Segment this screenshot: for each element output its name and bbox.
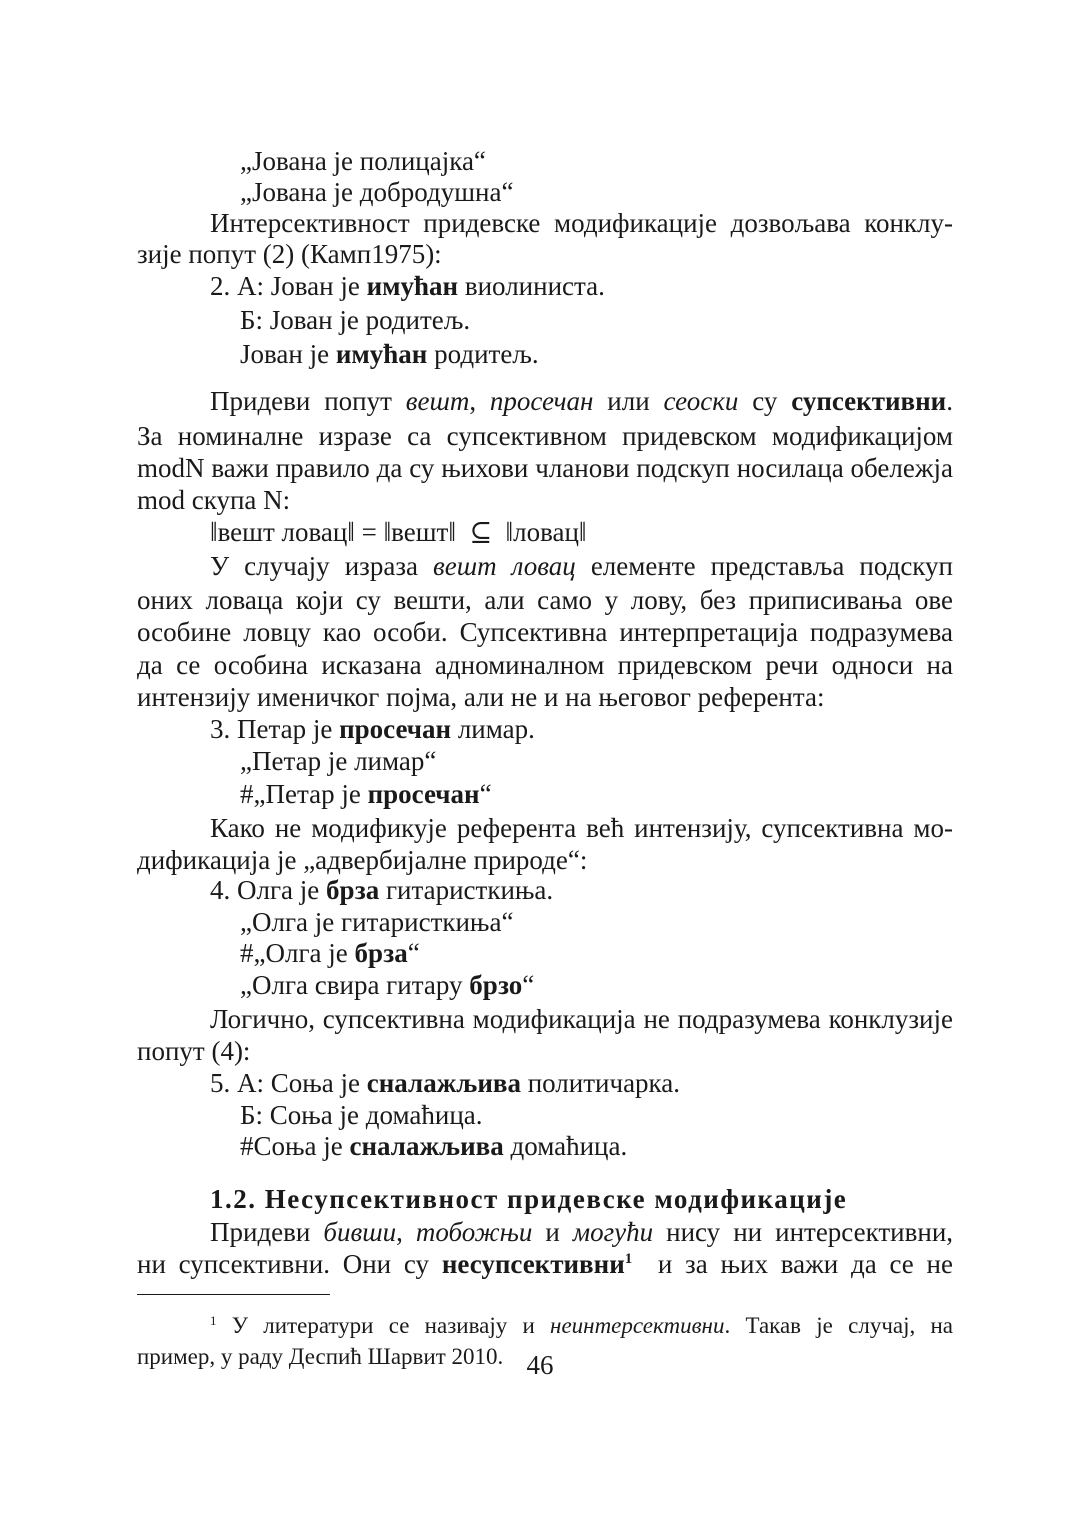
text-run: су (738, 386, 792, 416)
text-run: оних ловаца који су вешти, али само у лову, без приписивања ове (137, 585, 953, 615)
text-line (137, 616, 953, 649)
text-run: просечан (489, 386, 594, 416)
text-run: брзо (469, 970, 523, 1000)
text-run: У случају израза (210, 551, 434, 581)
text-run: сеоски (663, 386, 739, 416)
text-line (137, 649, 953, 682)
text-run: лимар. (451, 714, 535, 744)
text-run: пример, у раду Деспић Шарвит 2010. (137, 1344, 504, 1369)
text-run: „Јована је полицајка“ (240, 146, 486, 176)
text-run: просечан (367, 779, 480, 809)
text-line (240, 778, 953, 811)
footnote-marker: 1 (624, 1251, 633, 1267)
text-run: зије попут (2) (Камп1975): (137, 239, 442, 269)
text-line (240, 745, 953, 778)
text-line (137, 1248, 953, 1281)
text-line (240, 1099, 953, 1132)
text-line (240, 145, 953, 178)
text-run: 3. Петар је (210, 714, 340, 744)
text-run: родитељ. (427, 339, 539, 369)
text-run: елементе представља подскуп (575, 551, 953, 581)
text-line (210, 1216, 953, 1249)
text-run: ни супсективни. Они су (137, 1249, 442, 1279)
text-line (210, 1003, 953, 1036)
text-line (137, 484, 953, 517)
text-run: могући (572, 1217, 654, 1247)
text-run: . (946, 386, 953, 416)
page-number: 46 (526, 1350, 554, 1380)
text-run: 5. А: Соња је (210, 1068, 367, 1098)
text-run: брза (354, 938, 408, 968)
text-run: „Олга свира гитару (240, 970, 470, 1000)
text-line (210, 385, 953, 418)
footnote-marker: 1 (210, 1313, 217, 1328)
text-run: имућан (366, 271, 459, 301)
text-line (210, 1067, 953, 1100)
text-line (210, 516, 953, 549)
text-run: , (396, 1217, 416, 1247)
text-run: и за њих важи да се не (632, 1249, 953, 1279)
text-run: домаћица. (503, 1131, 628, 1161)
text-line (240, 176, 953, 209)
text-run: modN важи правило да су њихови чланови подскуп носилаца обележја (137, 453, 953, 483)
text-run: Б: Јован је родитељ. (240, 305, 471, 335)
text-run: нису ни интерсективни, (653, 1217, 954, 1247)
text-run: имућан (335, 339, 428, 369)
text-run: тобожњи (415, 1217, 533, 1247)
text-line (210, 1183, 953, 1216)
text-run: и (532, 1217, 573, 1247)
text-run: mod скупа N: (137, 485, 291, 515)
text-run: Придеви (210, 1217, 324, 1247)
text-run: сналажљива (366, 1068, 521, 1098)
text-run: вешт (405, 386, 470, 416)
text-line (137, 844, 953, 877)
text-run: #„Олга је (240, 938, 355, 968)
text-line (137, 584, 953, 617)
text-line (240, 906, 953, 939)
text-run: сналажљива (349, 1131, 504, 1161)
text-line (240, 304, 953, 337)
text-run: попут (4): (137, 1036, 251, 1066)
text-line (210, 812, 953, 845)
text-run: особине ловцу као особи. Супсективна интерпретација подразумева (137, 617, 953, 647)
text-run: „Олга је гитаристкиња“ (240, 907, 514, 937)
text-run: Логично, супсективна модификација не подразумева конклузије (210, 1004, 953, 1034)
text-run: Придеви попут (210, 386, 406, 416)
text-run: . Такав је случај, на (724, 1313, 953, 1338)
text-line (210, 713, 953, 746)
text-run: вешт ловац (433, 551, 576, 581)
text-run: #„Петар је (240, 779, 368, 809)
text-line (210, 874, 953, 907)
text-run: несупсективни (441, 1249, 625, 1279)
text-line (210, 207, 953, 240)
text-run: „Јована је добродушна“ (240, 177, 514, 207)
text-line (137, 238, 953, 271)
text-run: “ (407, 938, 420, 968)
text-run: За номиналне изразе са супсективном придевском модификацијом (137, 421, 953, 451)
text-line (240, 1130, 953, 1163)
text-run: или (593, 386, 664, 416)
text-run: дификација је „адвербијалне природе“: (137, 845, 588, 875)
text-run: политичарка. (520, 1068, 680, 1098)
text-run: интензију именичког појма, али не и на његовог референта: (137, 682, 825, 712)
text-line (210, 270, 953, 303)
text-run: „Петар је лимар“ (240, 746, 437, 776)
text-run: Интерсективност придевске модификације дозвољава конклу- (210, 208, 953, 238)
text-run: “ (522, 970, 535, 1000)
text-line (210, 1311, 953, 1341)
text-run: 4. Олга је (210, 875, 327, 905)
text-run: У литератури се називају и (216, 1313, 551, 1338)
footnote-separator (137, 1294, 330, 1295)
text-run: брза (326, 875, 380, 905)
text-run: неинтерсективни (550, 1313, 725, 1338)
text-run: гитаристкиња. (379, 875, 554, 905)
text-line (137, 420, 953, 453)
text-run: виолиниста. (458, 271, 605, 301)
text-line (137, 1035, 953, 1068)
text-line (210, 550, 953, 583)
text-line (240, 969, 953, 1002)
text-run: супсективни (791, 386, 947, 416)
text-run: просечан (339, 714, 452, 744)
text-run: 1.2. Несупсективност придевске модификације (210, 1184, 848, 1214)
text-line (240, 937, 953, 970)
text-run: Како не модификује референта већ интензију, супсективна мо- (210, 813, 953, 843)
text-run: Б: Соња је домаћица. (240, 1100, 483, 1130)
text-run: , (469, 386, 490, 416)
text-run: ‖вешт ловац‖ = ‖вешт‖ ⊆ ‖ловац‖ (210, 517, 587, 547)
text-run: бивши (323, 1217, 397, 1247)
text-line (240, 338, 953, 371)
text-line (137, 452, 953, 485)
text-line (137, 681, 953, 714)
text-run: да се особина исказана адноминалном придевском речи односи на (137, 650, 953, 680)
text-run: “ (479, 779, 492, 809)
text-run: #Соња је (240, 1131, 350, 1161)
text-run: Јован је (240, 339, 336, 369)
text-run: 2. А: Јован је (210, 271, 367, 301)
